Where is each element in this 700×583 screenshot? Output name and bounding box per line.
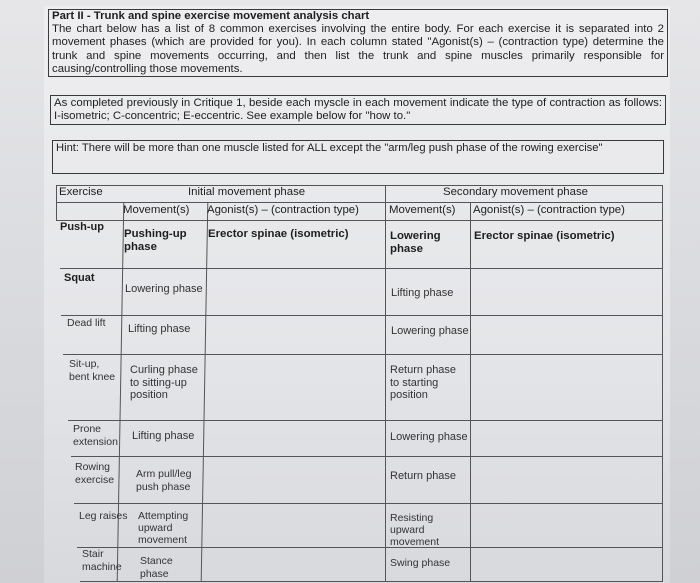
- row-rowing-exercise: Rowing exercise: [75, 461, 115, 486]
- row-deadlift-exercise: Dead lift: [67, 317, 106, 329]
- row-pushup-agonist1: Erector spinae (isometric): [208, 228, 349, 240]
- row-squat-exercise: Squat: [64, 272, 95, 284]
- row-legraises-movement1: Attempting upward movement: [138, 510, 189, 546]
- row-situp-movement1: Curling phase to sitting-up position: [130, 364, 198, 401]
- row-situp-movement2: Return phase to starting position: [390, 364, 457, 401]
- row-squat-movement2: Lifting phase: [391, 287, 454, 299]
- row-stair-movement2: Swing phase: [390, 557, 451, 569]
- row-prone-movement1: Lifting phase: [132, 430, 195, 442]
- header-movement-2: Movement(s): [389, 204, 456, 216]
- header-agonist-1: Agonist(s) – (contraction type): [207, 204, 359, 216]
- row-prone-movement2: Lowering phase: [390, 431, 468, 443]
- row-stair-exercise: Stair machine: [82, 548, 122, 573]
- row-rowing-movement1: Arm pull/leg push phase: [136, 468, 192, 493]
- row-rowing-movement2: Return phase: [390, 470, 457, 482]
- row-pushup-movement1: Pushing-up phase: [124, 228, 187, 253]
- row-squat-movement1: Lowering phase: [125, 283, 203, 295]
- row-legraises-exercise: Leg raises: [79, 510, 128, 522]
- header-secondary-phase: Secondary movement phase: [443, 186, 588, 198]
- row-deadlift-movement2: Lowering phase: [391, 325, 469, 337]
- header-initial-phase: Initial movement phase: [188, 186, 306, 198]
- row-legraises-movement2: Resisting upward movement: [390, 512, 440, 548]
- row-pushup-agonist2: Erector spinae (isometric): [474, 230, 615, 242]
- hint-block: Hint: There will be more than one muscle listed for ALL except the "arm/leg push phase of the rowing exercise": [52, 140, 664, 174]
- intro-block: [48, 9, 668, 77]
- instruction-block: As completed previously in Critique 1, beside each myscle in each movement indicate the type of contraction as follows: I-isometric; C-concentric; E-eccentric. See example below for "how to.": [50, 95, 666, 125]
- header-exercise: Exercise: [59, 186, 103, 198]
- row-prone-exercise: Prone extension: [73, 423, 118, 448]
- row-stair-movement1: Stance phase: [140, 555, 173, 580]
- row-deadlift-movement1: Lifting phase: [128, 323, 191, 335]
- section-title: Part II - Trunk and spine exercise movement analysis chart: [52, 10, 370, 22]
- row-pushup-movement2: Lowering phase: [390, 230, 441, 255]
- header-agonist-2: Agonist(s) – (contraction type): [473, 204, 625, 216]
- row-pushup-exercise: Push-up: [60, 221, 104, 233]
- row-situp-exercise: Sit-up, bent knee: [69, 358, 116, 383]
- header-movement-1: Movement(s): [123, 204, 190, 216]
- intro-text: The chart below has a list of 8 common exercises involving the entire body. For each exercise it is separated into 2 movement phases (which are provided for you). In each column stated "Agonist(s) – (contraction type) determine the trunk and spine movements occurring, and then list the trunk and spine muscles primarily responsible for causing/controlling those movements.: [52, 23, 664, 75]
